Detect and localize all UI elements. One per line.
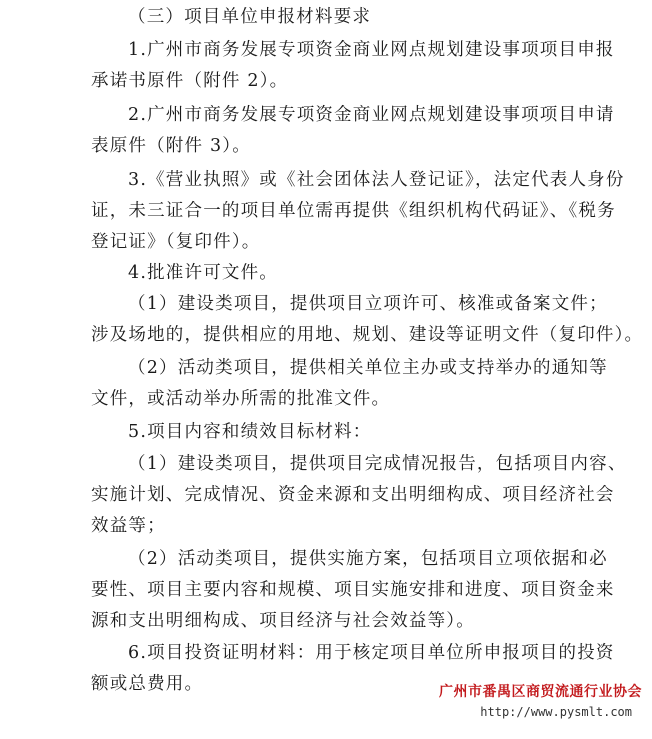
text-line: 效益等； — [91, 516, 166, 536]
text-line: 承诺书原件（附件 2）。 — [91, 71, 289, 91]
text-line: 5.项目内容和绩效目标材料： — [128, 422, 372, 442]
text-line: 1.广州市商务发展专项资金商业网点规划建设事项项目申报 — [128, 40, 615, 60]
text-line: 要性、项目主要内容和规模、项目实施安排和进度、项目资金来 — [91, 580, 615, 600]
text-line: 2.广州市商务发展专项资金商业网点规划建设事项项目申请 — [128, 105, 615, 125]
text-line: 表原件（附件 3）。 — [91, 136, 251, 156]
text-line: 源和支出明细构成、项目经济与社会效益等）。 — [91, 611, 475, 631]
text-line: （2）活动类项目，提供实施方案，包括项目立项依据和必 — [128, 549, 608, 569]
text-line: 4.批准许可文件。 — [128, 263, 278, 283]
text-line: （1）建设类项目，提供项目立项许可、核准或备案文件； — [128, 294, 608, 314]
text-line: 登记证》（复印件）。 — [91, 232, 261, 252]
text-line: 证，未三证合一的项目单位需再提供《组织机构代码证》、《税务 — [91, 201, 616, 221]
text-line: 文件，或活动举办所需的批准文件。 — [91, 389, 391, 409]
section-heading: （三）项目单位申报材料要求 — [128, 7, 372, 27]
watermark-url: http://www.pysmlt.com — [480, 705, 632, 719]
text-line: 涉及场地的，提供相应的用地、规划、建设等证明文件（复印件）。 — [91, 325, 644, 345]
text-line: 额或总费用。 — [91, 674, 204, 694]
text-line: 3.《营业执照》或《社会团体法人登记证》，法定代表人身份 — [128, 170, 625, 190]
text-line: （1）建设类项目，提供项目完成情况报告，包括项目内容、 — [128, 454, 627, 474]
text-line: 6.项目投资证明材料：用于核定项目单位所申报项目的投资 — [128, 643, 615, 663]
watermark-organization: 广州市番禺区商贸流通行业协会 — [439, 684, 642, 700]
text-line: （2）活动类项目，提供相关单位主办或支持举办的通知等 — [128, 358, 608, 378]
text-line: 实施计划、完成情况、资金来源和支出明细构成、项目经济社会 — [91, 485, 615, 505]
